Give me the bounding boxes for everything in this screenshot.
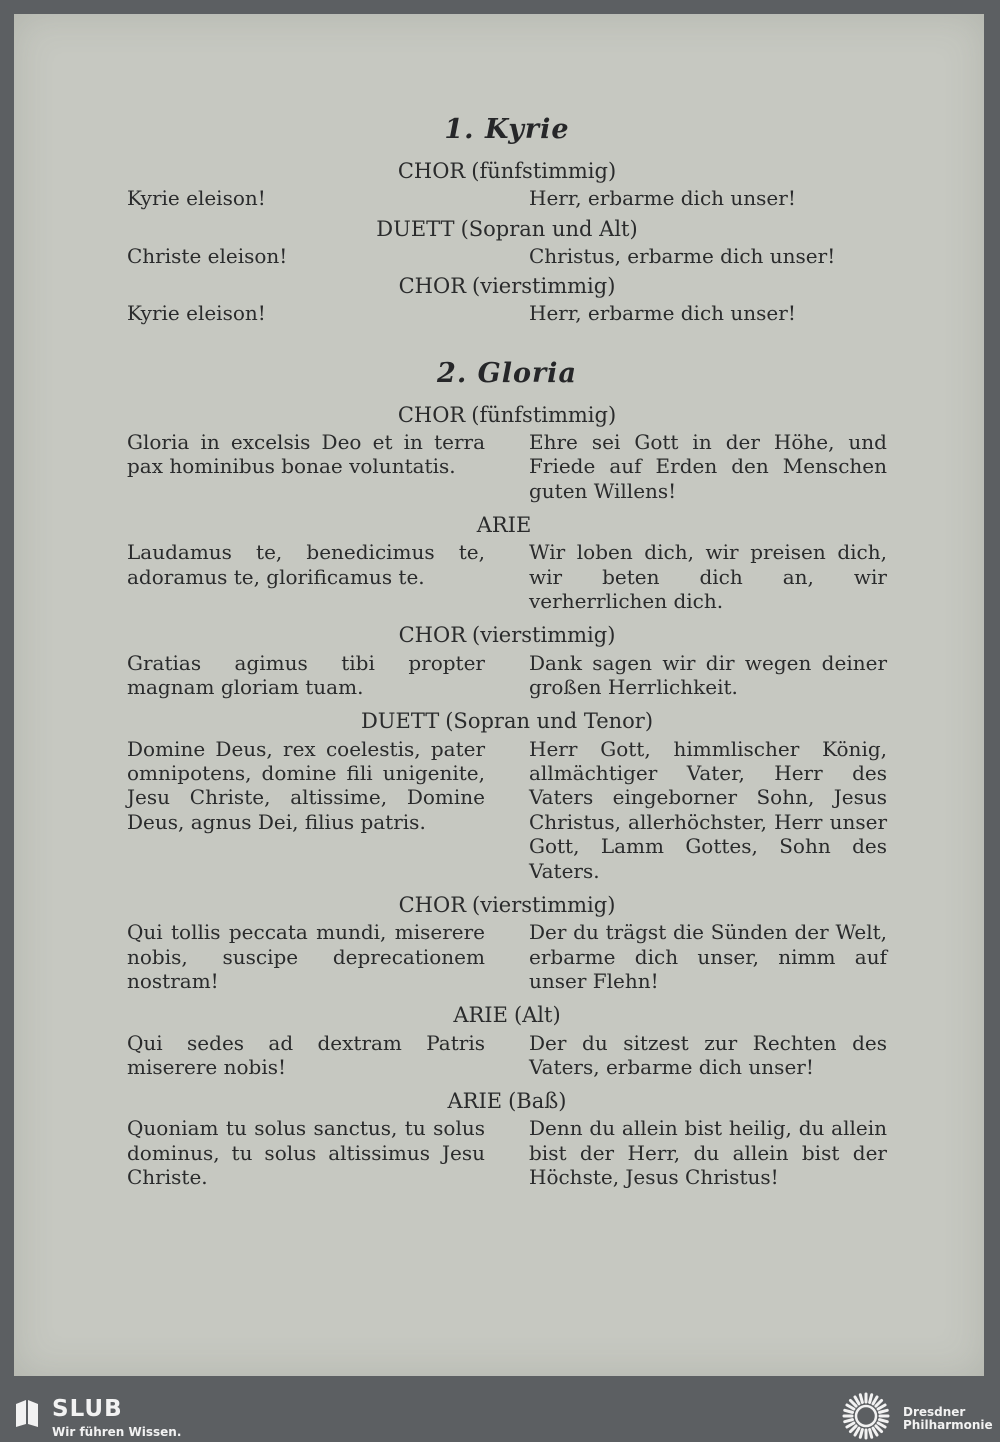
part-heading [127,159,887,184]
program-page [14,14,984,1376]
latin-text: Domine Deus, rex coelestis, pater omnipotens, domine fili unigenite, Jesu Christe, altissime, Domine Deus, agnus Dei, filius patris. [127,736,485,834]
part-heading-label: ARIE [447,1089,503,1114]
german-text: Herr, erbarme dich unser! [529,301,796,326]
latin-text: Laudamus te, benedicimus te, adoramus te, glorificamus te. [127,540,485,589]
section-title: 2. Gloria [437,357,577,389]
part-heading-voices: (vierstimmig) [472,274,616,299]
part-heading-voices: (Sopran und Alt) [460,216,638,241]
german-text: Christus, erbarme dich unser! [529,243,836,268]
latin-text: Qui sedes ad dextram Patris miserere nobis! [127,1030,485,1079]
section-kyrie [127,114,887,326]
text-row [127,1031,887,1080]
part-heading-label: CHOR [398,274,467,299]
text-row [127,186,887,210]
german-text: Ehre sei Gott in der Höhe, und Friede auf Erden den Menschen guten Willens! [529,429,887,503]
text-row [127,540,887,613]
latin-text: Kyrie eleison! [127,186,266,211]
partner-name-line1: Dresdner [903,1405,966,1419]
part-heading-label: DUETT [360,709,440,734]
latin-text: Kyrie eleison! [127,301,266,326]
part-heading-voices: (Sopran und Tenor) [445,709,654,734]
text-row [127,651,887,700]
text-row [127,244,887,268]
part-heading [127,513,887,538]
german-text: Der du trägst die Sünden der Welt, erbarme dich unser, nimm auf unser Flehn! [529,920,887,993]
latin-text: Gloria in excelsis Deo et in terra pax hominibus bonae voluntatis. [127,429,485,479]
part-heading [127,274,887,299]
text-row [127,737,887,883]
german-text: Dank sagen wir dir wegen deiner großen Herrlichkeit. [529,650,887,700]
part-heading [127,623,887,648]
part-heading-label: ARIE [476,513,532,538]
part-heading [127,709,887,734]
part-heading-voices: (Alt) [513,1003,561,1028]
part-heading-label: DUETT [376,216,455,241]
libretto [127,114,887,1200]
part-heading [127,403,887,428]
part-heading-voices: (fünfstimmig) [471,159,617,183]
part-heading-voices: (Baß) [508,1089,567,1114]
viewer-footer [0,1392,1000,1442]
book-icon [14,1398,40,1428]
part-heading-label: CHOR [398,623,467,648]
german-text: Herr, erbarme dich unser! [529,186,796,211]
part-heading [127,1003,887,1028]
slub-tagline: Wir führen Wissen. [52,1425,182,1439]
latin-text: Quoniam tu solus sanctus, tu solus dominus, tu solus altissimus Jesu Christe. [127,1116,485,1190]
latin-text: Christe eleison! [127,243,288,268]
partner-name-line2: Philharmonie [903,1417,993,1432]
section-gloria [127,358,887,1190]
part-heading-label: CHOR [397,402,466,427]
part-heading [127,217,887,242]
text-row [127,430,887,503]
part-heading-label: CHOR [397,159,466,183]
latin-text: Qui tollis peccata mundi, miserere nobis, suscipe deprecationem nostram! [127,920,485,993]
text-row [127,301,887,325]
section-title: 1. Kyrie [444,114,570,145]
part-heading [127,1089,887,1114]
german-text: Der du sitzest zur Rechten des Vaters, erbarme dich unser! [529,1030,887,1079]
german-text: Herr Gott, himmlischer König, allmächtiger Vater, Herr des Vaters eingeborner Sohn, Jesus Christus, allerhöchster, Herr unser Gott, Lamm Gottes, Sohn des Vaters. [529,736,887,883]
german-text: Denn du allein bist heilig, du allein bist der Herr, du allein bist der Höchste, Jesus Christus! [529,1116,887,1190]
part-heading-voices: (vierstimmig) [472,623,616,648]
part-heading [127,893,887,918]
part-heading-label: ARIE [453,1003,508,1028]
slub-logo-text[interactable]: SLUB [52,1396,123,1422]
part-heading-label: CHOR [398,892,467,917]
partner-logo-text[interactable] [903,1406,993,1431]
german-text: Wir loben dich, wir preisen dich, wir beten dich an, wir verherrlichen dich. [529,540,887,614]
part-heading-voices: (vierstimmig) [472,892,616,917]
part-heading-voices: (fünfstimmig) [471,402,617,427]
latin-text: Gratias agimus tibi propter magnam gloriam tuam. [127,650,485,700]
text-row [127,920,887,993]
text-row [127,1116,887,1189]
sunburst-logo-icon[interactable] [840,1392,892,1440]
